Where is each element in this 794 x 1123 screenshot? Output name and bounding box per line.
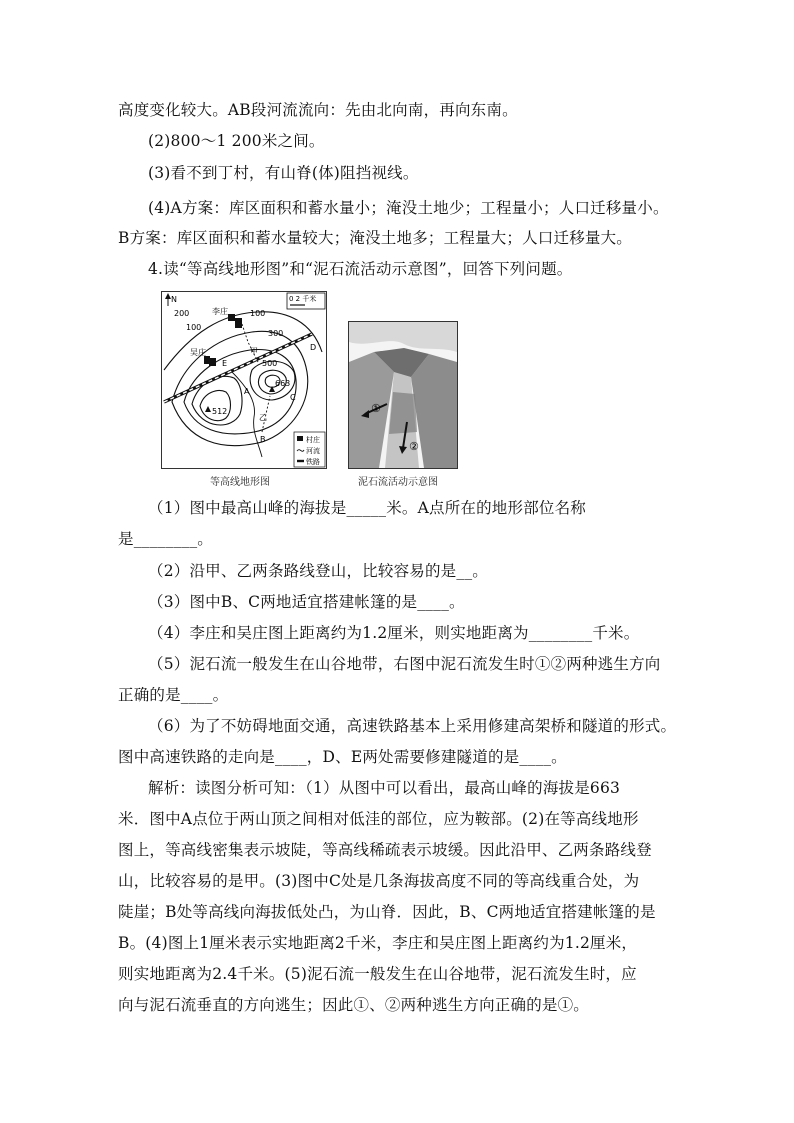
text-line-12: （5）泥石流一般发生在山谷地带，右图中泥石流发生时①②两种逃生方向 bbox=[148, 655, 661, 673]
text-line-19: 山，比较容易的是甲。(3)图中C处是几条海拔高度不同的等高线重合处，为 bbox=[118, 872, 640, 890]
legend-river-label: 河流 bbox=[306, 447, 320, 455]
debris-flow-illustration bbox=[349, 322, 457, 468]
text-line-6: 4.读“等高线地形图”和“泥石流活动示意图”，回答下列问题。 bbox=[148, 260, 573, 278]
text-line-15: 图中高速铁路的走向是____，D、E两处需要修建隧道的是____。 bbox=[118, 748, 567, 766]
text-line-20: 陡崖；B处等高线向海拔低处凸，为山脊．因此，B、C两地适宜搭建帐篷的是 bbox=[118, 903, 656, 921]
contour-100-label-b: 100 bbox=[250, 309, 266, 318]
text-line-2: (2)800～1 200米之间。 bbox=[148, 132, 325, 150]
contour-500-label: 500 bbox=[262, 359, 278, 368]
point-a-label: A bbox=[244, 387, 250, 396]
legend-rail-label: 铁路 bbox=[306, 458, 320, 466]
point-b-label: B bbox=[260, 435, 266, 444]
wuzhuang-label: 吴庄 bbox=[190, 348, 206, 357]
point-c-label: C bbox=[290, 393, 296, 402]
peak-663-label: 663 bbox=[275, 379, 291, 388]
peak-512-label: 512 bbox=[212, 407, 228, 416]
point-e-label: E bbox=[222, 359, 228, 368]
text-line-22: 则实地距离为2.4千米。(5)泥石流一般发生在山谷地带，泥石流发生时，应 bbox=[118, 965, 637, 983]
north-label: N bbox=[171, 295, 177, 304]
text-line-10: （3）图中B、C两地适宜搭建帐篷的是____。 bbox=[148, 593, 465, 611]
contour-map bbox=[162, 292, 326, 468]
route-yi-label: 乙 bbox=[259, 413, 267, 422]
text-line-3: (3)看不到丁村，有山脊(体)阻挡视线。 bbox=[148, 164, 419, 182]
contour-100-label-a: 100 bbox=[186, 323, 202, 332]
text-line-16: 解析：读图分析可知：（1）从图中可以看出，最高山峰的海拔是663 bbox=[148, 779, 621, 797]
contour-map-caption: 等高线地形图 bbox=[210, 477, 270, 488]
text-line-17: 米．图中A点位于两山顶之间相对低洼的部位，应为鞍部。(2)在等高线地形 bbox=[118, 810, 639, 828]
text-line-14: （6）为了不妨碍地面交通，高速铁路基本上采用修建高架桥和隧道的形式。 bbox=[148, 717, 677, 735]
text-line-1: 高度变化较大。AB段河流流向：先由北向南，再向东南。 bbox=[118, 101, 518, 119]
lizhuang-label: 李庄 bbox=[212, 307, 228, 316]
route-jia-label: 甲 bbox=[250, 347, 258, 356]
text-line-18: 图上，等高线密集表示坡陡，等高线稀疏表示坡缓。因此沿甲、乙两条路线登 bbox=[118, 841, 652, 859]
contour-map-figure bbox=[161, 291, 327, 469]
debris-flow-caption: 泥石流活动示意图 bbox=[358, 477, 438, 488]
point-d-label: D bbox=[310, 343, 317, 352]
text-line-8: 是________。 bbox=[118, 530, 214, 548]
text-line-21: B。(4)图上1厘米表示实地距离2千米，李庄和吴庄图上距离约为1.2厘米， bbox=[118, 934, 638, 952]
debris-flow-figure bbox=[348, 321, 458, 469]
legend-village-label: 村庄 bbox=[306, 436, 320, 444]
text-line-13: 正确的是____。 bbox=[118, 686, 229, 704]
escape-mark-1: ① bbox=[371, 402, 381, 415]
contour-300-label: 300 bbox=[268, 329, 284, 338]
contour-200-label: 200 bbox=[174, 309, 190, 318]
escape-mark-2: ② bbox=[409, 440, 419, 453]
text-line-9: （2）沿甲、乙两条路线登山，比较容易的是__。 bbox=[148, 562, 488, 580]
text-line-7: （1）图中最高山峰的海拔是_____米。A点所在的地形部位名称 bbox=[148, 499, 587, 517]
text-line-11: （4）李庄和吴庄图上距离约为1.2厘米，则实地距离为________千米。 bbox=[148, 624, 640, 642]
text-line-23: 向与泥石流垂直的方向逃生；因此①、②两种逃生方向正确的是①。 bbox=[118, 996, 590, 1014]
scale-label: 0 2 千米 bbox=[289, 295, 317, 303]
text-line-4: (4)A方案：库区面积和蓄水量小；淹没土地少；工程量小；人口迁移量小。 bbox=[148, 199, 669, 217]
text-line-5: B方案：库区面积和蓄水量较大；淹没土地多；工程量大；人口迁移量大。 bbox=[118, 229, 632, 247]
